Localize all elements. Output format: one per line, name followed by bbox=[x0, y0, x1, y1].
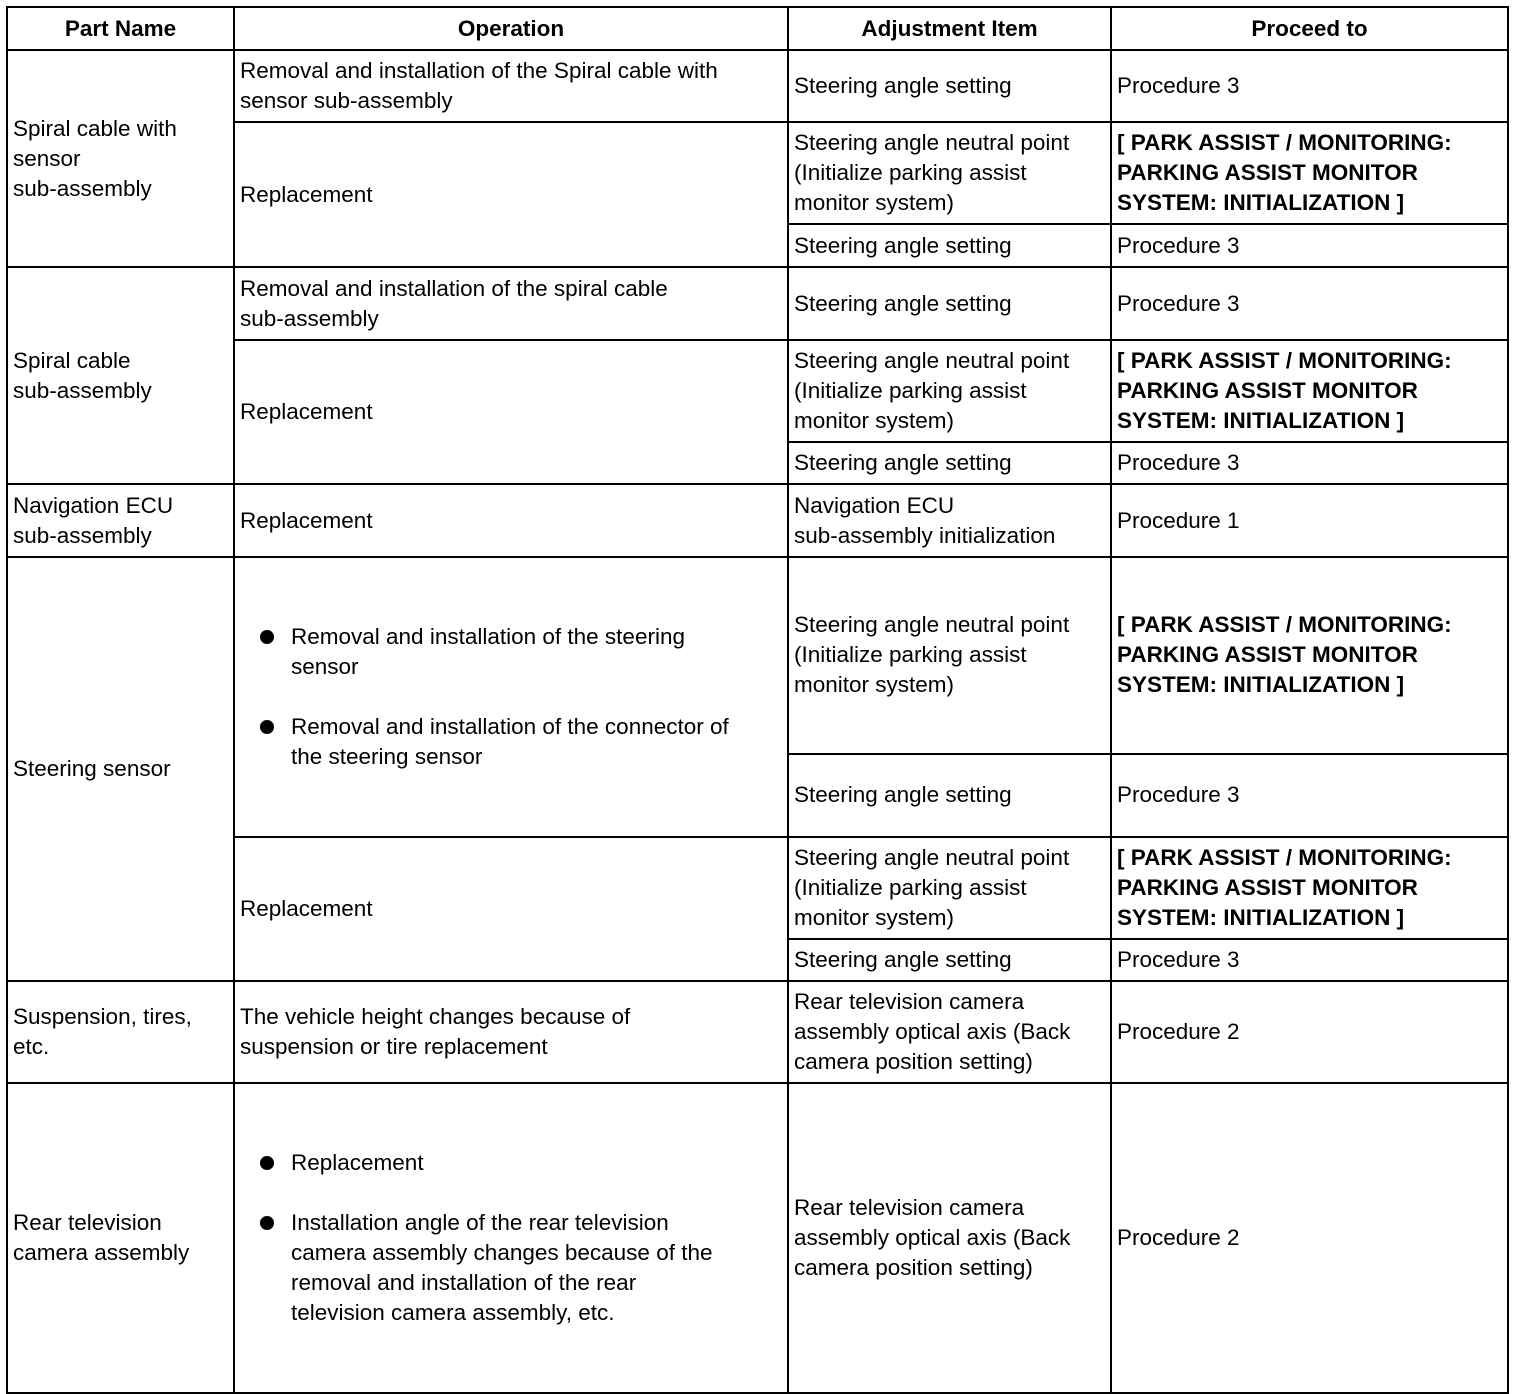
adjustment-cell: Rear television camera assembly optical axis (Back camera position setting) bbox=[788, 1083, 1111, 1393]
operation-bullet-list bbox=[240, 592, 781, 802]
adjustment-cell: Steering angle setting bbox=[788, 939, 1111, 981]
bullet-icon bbox=[260, 1156, 274, 1170]
part-name-cell: Suspension, tires, etc. bbox=[7, 981, 234, 1083]
proceed-cell: Procedure 3 bbox=[1111, 754, 1508, 837]
header-adjustment-item: Adjustment Item bbox=[788, 7, 1111, 50]
operation-bullet-list bbox=[240, 1118, 781, 1358]
list-item bbox=[240, 1148, 781, 1178]
operation-cell: Replacement bbox=[234, 340, 788, 484]
adjustment-cell: Steering angle neutral point (Initialize parking assist monitor system) bbox=[788, 557, 1111, 754]
table-row bbox=[7, 484, 1508, 557]
header-operation: Operation bbox=[234, 7, 788, 50]
header-row bbox=[7, 7, 1508, 50]
list-item-text: Replacement bbox=[291, 1150, 424, 1175]
proceed-cell: Procedure 2 bbox=[1111, 1083, 1508, 1393]
bullet-icon bbox=[260, 720, 274, 734]
proceed-cell: Procedure 3 bbox=[1111, 50, 1508, 122]
bullet-icon bbox=[260, 630, 274, 644]
operation-cell: Replacement bbox=[234, 837, 788, 981]
operation-cell: The vehicle height changes because of suspension or tire replacement bbox=[234, 981, 788, 1083]
part-name-cell: Spiral cable with sensor sub-assembly bbox=[7, 50, 234, 267]
part-name-cell: Spiral cable sub-assembly bbox=[7, 267, 234, 484]
proceed-link-cell[interactable]: [ PARK ASSIST / MONITORING: PARKING ASSIST MONITOR SYSTEM: INITIALIZATION ] bbox=[1111, 557, 1508, 754]
proceed-link-cell[interactable]: [ PARK ASSIST / MONITORING: PARKING ASSIST MONITOR SYSTEM: INITIALIZATION ] bbox=[1111, 340, 1508, 442]
adjustment-table bbox=[6, 6, 1509, 1394]
operation-cell: Removal and installation of the Spiral cable with sensor sub-assembly bbox=[234, 50, 788, 122]
proceed-cell: Procedure 3 bbox=[1111, 267, 1508, 340]
adjustment-cell: Steering angle setting bbox=[788, 267, 1111, 340]
list-item bbox=[240, 712, 781, 772]
header-part-name: Part Name bbox=[7, 7, 234, 50]
adjustment-cell: Steering angle setting bbox=[788, 754, 1111, 837]
adjustment-cell: Steering angle neutral point (Initialize parking assist monitor system) bbox=[788, 340, 1111, 442]
adjustment-cell: Steering angle neutral point (Initialize parking assist monitor system) bbox=[788, 122, 1111, 224]
operation-cell: Replacement bbox=[234, 122, 788, 267]
operation-cell bbox=[234, 557, 788, 837]
proceed-link-cell[interactable]: [ PARK ASSIST / MONITORING: PARKING ASSIST MONITOR SYSTEM: INITIALIZATION ] bbox=[1111, 837, 1508, 939]
proceed-cell: Procedure 3 bbox=[1111, 939, 1508, 981]
adjustment-cell: Steering angle setting bbox=[788, 224, 1111, 267]
adjustment-cell: Steering angle setting bbox=[788, 50, 1111, 122]
part-name-cell: Rear television camera assembly bbox=[7, 1083, 234, 1393]
bullet-icon bbox=[260, 1216, 274, 1230]
table-row bbox=[7, 981, 1508, 1083]
list-item bbox=[240, 1208, 781, 1328]
proceed-link-cell[interactable]: [ PARK ASSIST / MONITORING: PARKING ASSIST MONITOR SYSTEM: INITIALIZATION ] bbox=[1111, 122, 1508, 224]
list-item-text: Removal and installation of the steering sensor bbox=[291, 624, 685, 679]
part-name-cell: Navigation ECU sub-assembly bbox=[7, 484, 234, 557]
adjustment-cell: Steering angle setting bbox=[788, 442, 1111, 484]
table-row bbox=[7, 50, 1508, 122]
header-proceed-to: Proceed to bbox=[1111, 7, 1508, 50]
adjustment-cell: Steering angle neutral point (Initialize parking assist monitor system) bbox=[788, 837, 1111, 939]
list-item bbox=[240, 622, 781, 682]
proceed-cell: Procedure 1 bbox=[1111, 484, 1508, 557]
list-item-text: Removal and installation of the connector of the steering sensor bbox=[291, 714, 729, 769]
adjustment-cell: Navigation ECU sub-assembly initialization bbox=[788, 484, 1111, 557]
table-row bbox=[7, 1083, 1508, 1393]
proceed-cell: Procedure 3 bbox=[1111, 442, 1508, 484]
table-row bbox=[7, 267, 1508, 340]
operation-cell bbox=[234, 1083, 788, 1393]
operation-cell: Removal and installation of the spiral cable sub-assembly bbox=[234, 267, 788, 340]
part-name-cell: Steering sensor bbox=[7, 557, 234, 981]
proceed-cell: Procedure 2 bbox=[1111, 981, 1508, 1083]
list-item-text: Installation angle of the rear television camera assembly changes because of the removal and installation of the rear television camera assembly, etc. bbox=[291, 1210, 713, 1325]
adjustment-cell: Rear television camera assembly optical axis (Back camera position setting) bbox=[788, 981, 1111, 1083]
operation-cell: Replacement bbox=[234, 484, 788, 557]
table-row bbox=[7, 557, 1508, 754]
proceed-cell: Procedure 3 bbox=[1111, 224, 1508, 267]
